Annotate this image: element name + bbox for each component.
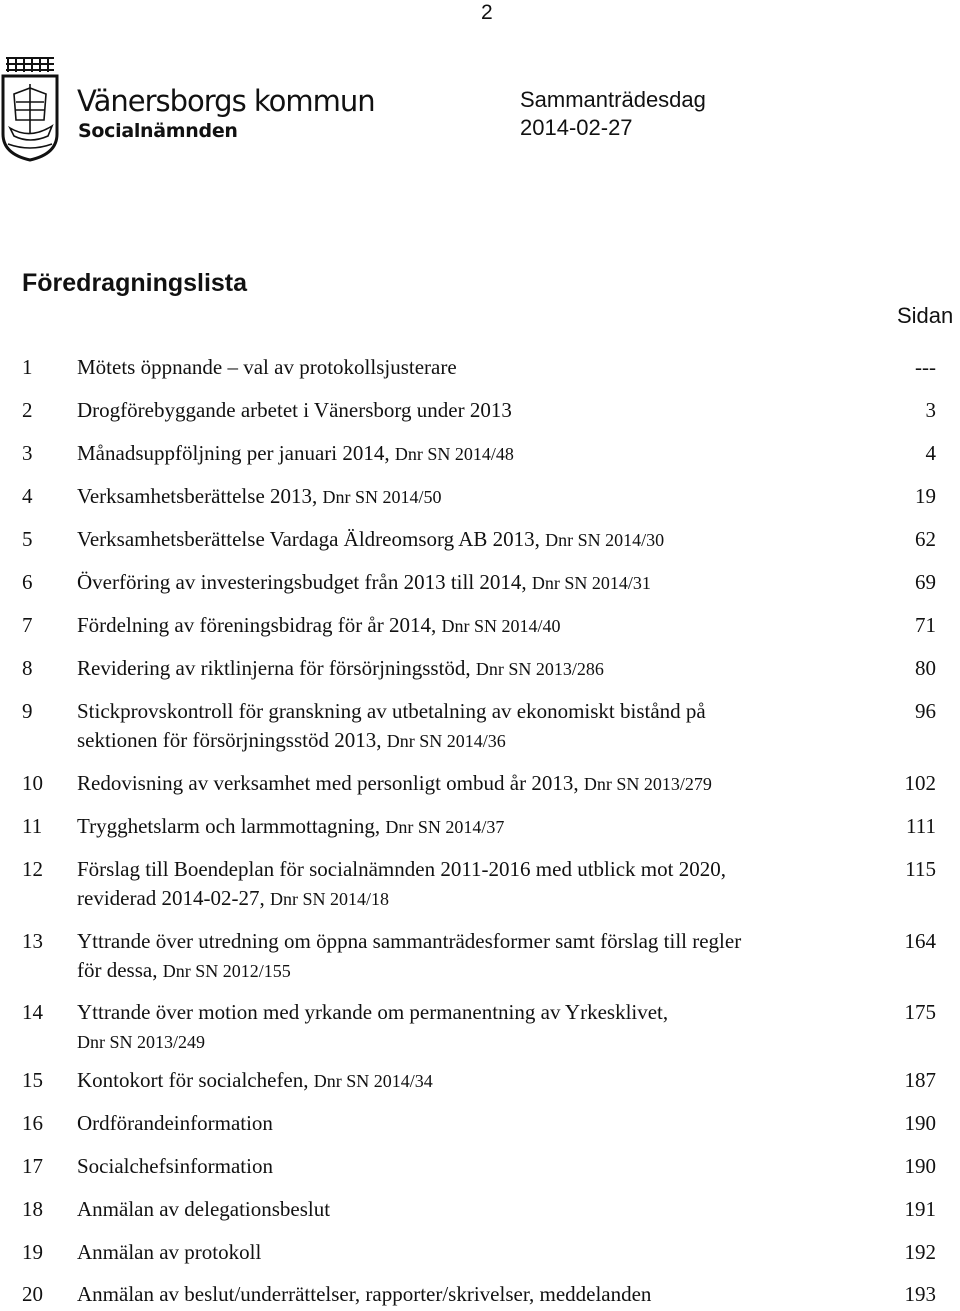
item-text: Yttrande över motion med yrkande om permanentning av Yrkesklivet, <box>77 1000 669 1024</box>
item-dnr: Dnr SN 2012/155 <box>162 961 291 981</box>
item-page: 62 <box>915 527 936 551</box>
meeting-label: Sammanträdesdag <box>520 87 706 112</box>
item-page: 111 <box>906 814 936 838</box>
item-number: 7 <box>22 613 33 637</box>
item-text: Anmälan av protokoll <box>77 1240 262 1264</box>
organization-name: Vänersborgs kommun <box>77 84 375 118</box>
item-page: 3 <box>925 398 936 422</box>
item-number: 4 <box>22 484 33 508</box>
item-page: 102 <box>904 771 936 795</box>
item-text-line2: reviderad 2014-02-27, <box>77 886 271 910</box>
item-text: Mötets öppnande – val av protokollsjusterare <box>77 355 457 379</box>
item-number: 14 <box>22 1000 43 1024</box>
item-number: 1 <box>22 355 33 379</box>
item-dnr: Dnr SN 2014/36 <box>386 731 506 751</box>
item-text: Månadsuppföljning per januari 2014, <box>77 441 395 465</box>
document-title: Föredragningslista <box>22 269 248 297</box>
item-text: Trygghetslarm och larmmottagning, <box>77 814 386 838</box>
item-page: 80 <box>915 656 936 680</box>
item-number: 5 <box>22 527 33 551</box>
item-dnr: Dnr SN 2014/30 <box>545 530 665 550</box>
item-dnr: Dnr SN 2014/48 <box>394 444 514 464</box>
item-number: 10 <box>22 771 43 795</box>
item-dnr: Dnr SN 2013/286 <box>475 659 604 679</box>
item-text: Socialchefsinformation <box>77 1154 273 1178</box>
item-text: Ordförandeinformation <box>77 1111 273 1135</box>
item-number: 20 <box>22 1282 43 1306</box>
item-text-line2: sektionen för försörjningsstöd 2013, <box>77 728 387 752</box>
item-page: 69 <box>915 570 936 594</box>
item-text: Stickprovskontroll för granskning av utbetalning av ekonomiskt bistånd på <box>77 699 706 723</box>
item-dnr: Dnr SN 2014/50 <box>322 487 442 507</box>
item-page: 175 <box>904 1000 936 1024</box>
item-page: 193 <box>904 1282 936 1306</box>
item-text: Drogförebyggande arbetet i Vänersborg under 2013 <box>77 398 512 422</box>
item-page: 164 <box>904 929 936 953</box>
item-page: 192 <box>904 1240 936 1264</box>
item-page: 96 <box>915 699 936 723</box>
item-text: Redovisning av verksamhet med personligt ombud år 2013, <box>77 771 584 795</box>
item-text: Förslag till Boendeplan för socialnämnden 2011-2016 med utblick mot 2020, <box>77 857 726 881</box>
item-number: 3 <box>22 441 33 465</box>
item-text: Anmälan av beslut/underrättelser, rapporter/skrivelser, meddelanden <box>77 1282 652 1306</box>
item-number: 2 <box>22 398 33 422</box>
item-dnr: Dnr SN 2014/31 <box>531 573 651 593</box>
item-dnr: Dnr SN 2013/279 <box>583 774 712 794</box>
item-page: 190 <box>904 1154 936 1178</box>
item-page: 4 <box>925 441 936 465</box>
item-text: Överföring av investeringsbudget från 2013 till 2014, <box>77 570 532 594</box>
item-page: 190 <box>904 1111 936 1135</box>
item-number: 12 <box>22 857 43 881</box>
item-page: --- <box>915 355 936 379</box>
item-number: 17 <box>22 1154 43 1178</box>
item-text: Revidering av riktlinjerna för försörjningsstöd, <box>77 656 476 680</box>
item-text: Anmälan av delegationsbeslut <box>77 1197 331 1221</box>
item-page: 19 <box>915 484 936 508</box>
item-dnr: Dnr SN 2014/34 <box>313 1071 433 1091</box>
page-number: 2 <box>481 1 493 24</box>
meeting-date: 2014-02-27 <box>520 115 633 140</box>
item-number: 16 <box>22 1111 43 1135</box>
item-text: Fördelning av föreningsbidrag för år 2014, <box>77 613 442 637</box>
item-page: 71 <box>915 613 936 637</box>
item-text: Verksamhetsberättelse Vardaga Äldreomsorg AB 2013, <box>77 527 546 551</box>
item-number: 8 <box>22 656 33 680</box>
item-text: Verksamhetsberättelse 2013, <box>77 484 323 508</box>
item-dnr: Dnr SN 2014/18 <box>270 889 390 909</box>
page-column-header: Sidan <box>897 303 954 328</box>
item-number: 18 <box>22 1197 43 1221</box>
item-dnr: Dnr SN 2014/40 <box>441 616 561 636</box>
item-number: 13 <box>22 929 43 953</box>
item-number: 19 <box>22 1240 43 1264</box>
item-page: 191 <box>904 1197 936 1221</box>
item-text: Yttrande över utredning om öppna sammanträdesformer samt förslag till regler <box>77 929 742 953</box>
item-dnr: Dnr SN 2014/37 <box>385 817 505 837</box>
item-number: 6 <box>22 570 33 594</box>
item-number: 11 <box>22 814 43 838</box>
item-number: 15 <box>22 1068 43 1092</box>
item-page: 115 <box>905 857 936 881</box>
department-name: Socialnämnden <box>78 120 238 142</box>
item-number: 9 <box>22 699 33 723</box>
item-page: 187 <box>904 1068 936 1092</box>
item-text: Kontokort för socialchefen, <box>77 1068 314 1092</box>
item-text-line2: för dessa, <box>77 958 163 982</box>
item-dnr: Dnr SN 2013/249 <box>77 1032 206 1052</box>
